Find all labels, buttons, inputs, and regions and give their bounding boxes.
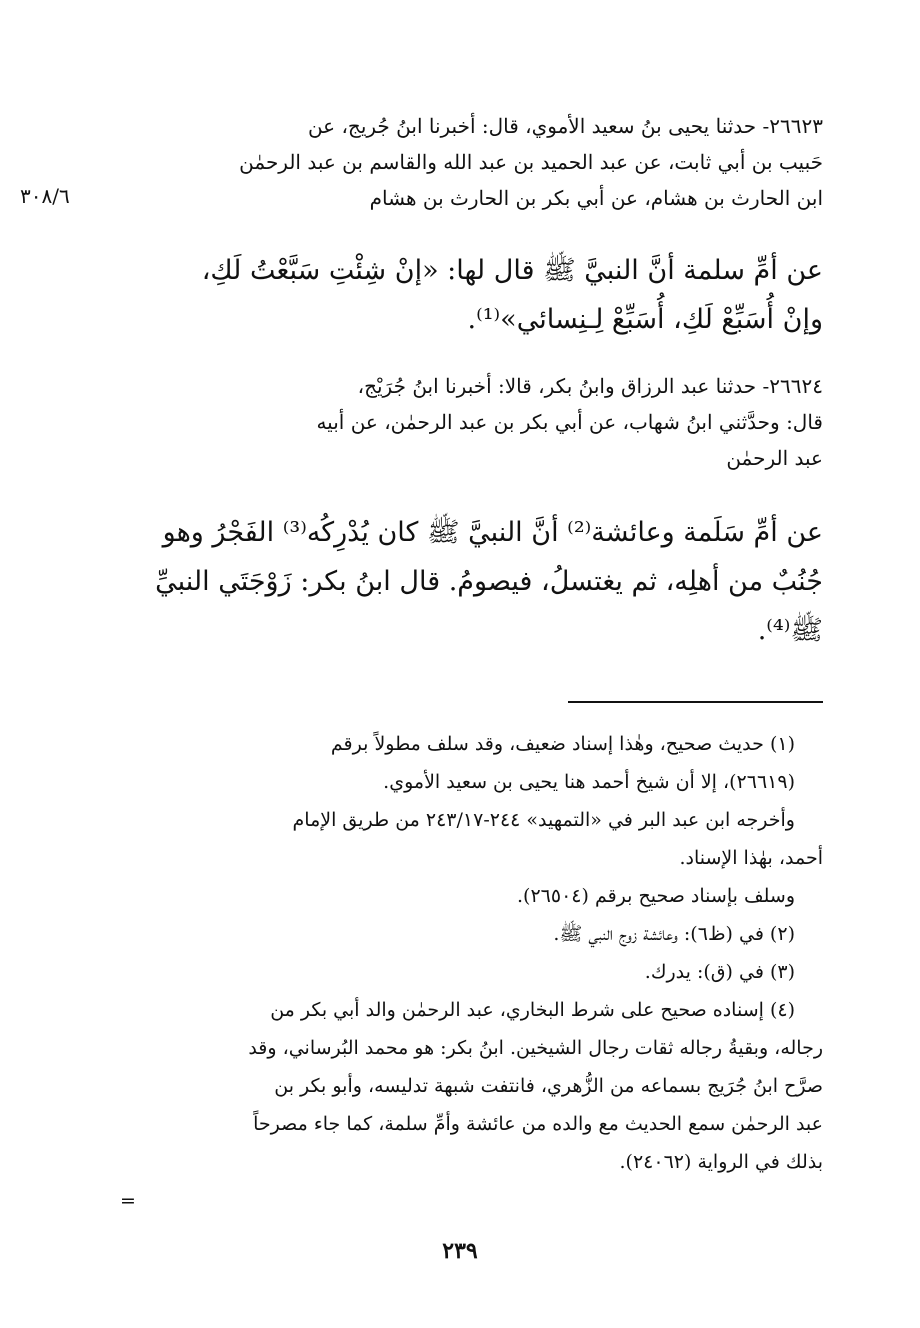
footnote-1-continued <box>128 801 823 877</box>
hadith-26624-isnad <box>128 368 823 476</box>
footnote-4 <box>128 991 823 1181</box>
footnote-separator <box>568 701 823 703</box>
isnad-line: حَبيب بن أبي ثابت، عن عبد الحميد بن عبد الله والقاسم بن عبد الرحمٰن <box>239 150 823 174</box>
matn-line: ﷺ⁽⁴⁾. <box>757 615 823 646</box>
footnote-1 <box>128 725 823 801</box>
footnote-line: عبد الرحمٰن سمع الحديث مع والده من عائشة وأمِّ سلمة، كما جاء مصرحاً <box>253 1113 823 1135</box>
isnad-line: ٢٦٦٢٤- حدثنا عبد الرزاق وابنُ بكر، قالا: أخبرنا ابنُ جُرَيْج، <box>357 374 823 398</box>
footnote-line: (١) حديث صحيح، وهٰذا إسناد ضعيف، وقد سلف مطولاً برقم <box>330 733 795 755</box>
footnote-line: وأخرجه ابن عبد البر في «التمهيد» ٢٤٤-٢٤٣/١٧ من طريق الإمام <box>292 809 795 831</box>
isnad-line: قال: وحدَّثني ابنُ شهاب، عن أبي بكر بن عبد الرحمٰن، عن أبيه <box>316 410 823 434</box>
hadith-26624-matn <box>128 508 823 655</box>
isnad-line: عبد الرحمٰن <box>726 446 823 470</box>
page-number: ٢٣٩ <box>442 1238 478 1264</box>
footnote-line: أحمد، بهٰذا الإسناد. <box>679 847 823 869</box>
footnote-line: (٣) في (ق): يدرك. <box>644 961 795 983</box>
matn-line: وإنْ أُسَبِّعْ لَكِ، أُسَبِّعْ لِـنِسائي»⁽¹⁾. <box>467 304 823 335</box>
footnote-line: (٢) في (ظ٦): وعائشة زوج النبي ﷺ. <box>553 923 795 945</box>
footnote-line: صرَّح ابنُ جُرَيج بسماعه من الزُّهري، فانتفت شبهة تدليسه، وأبو بكر بن <box>274 1075 823 1097</box>
footnote-line: بذلك في الرواية (٢٤٠٦٢). <box>619 1151 823 1173</box>
matn-line: جُنُبٌ من أهلِه، ثم يغتسلُ، فيصومُ. قال ابنُ بكر: زَوْجَتَي النبيِّ <box>155 566 823 597</box>
footnote-line: وسلف بإسناد صحيح برقم (٢٦٥٠٤). <box>517 885 795 907</box>
footnotes <box>128 725 823 1181</box>
continuation-mark: = <box>120 1190 136 1212</box>
footnote-line: رجاله، وبقيةُ رجاله ثقات رجال الشيخين. ابنُ بكر: هو محمد البُرساني، وقد <box>248 1037 823 1059</box>
isnad-line: ابن الحارث بن هشام، عن أبي بكر بن الحارث بن هشام <box>369 186 823 210</box>
matn-line: عن أمِّ سَلَمة وعائشة⁽²⁾ أنَّ النبيَّ ﷺ كان يُدْرِكُه⁽³⁾ الفَجْرُ وهو <box>162 517 823 548</box>
footnote-3 <box>128 953 823 991</box>
footnote-1-cross-reference <box>128 877 823 915</box>
hadith-26623-isnad <box>128 108 823 216</box>
matn-line: عن أمِّ سلمة أنَّ النبيَّ ﷺ قال لها: «إنْ شِئْتِ سَبَّعْتُ لَكِ، <box>201 255 823 286</box>
hadith-26623-matn <box>128 246 823 344</box>
footnote-line: (٤) إسناده صحيح على شرط البخاري، عبد الرحمٰن والد أبي بكر من <box>270 999 795 1021</box>
footnote-line: (٢٦٦١٩)، إلا أن شيخ أحمد هنا يحيى بن سعيد الأموي. <box>383 771 795 793</box>
isnad-line: ٢٦٦٢٣- حدثنا يحيى بنُ سعيد الأموي، قال: أخبرنا ابنُ جُريج، عن <box>307 114 823 138</box>
margin-volume-page-reference: ٣٠٨/٦ <box>20 184 70 208</box>
footnote-2 <box>128 915 823 953</box>
